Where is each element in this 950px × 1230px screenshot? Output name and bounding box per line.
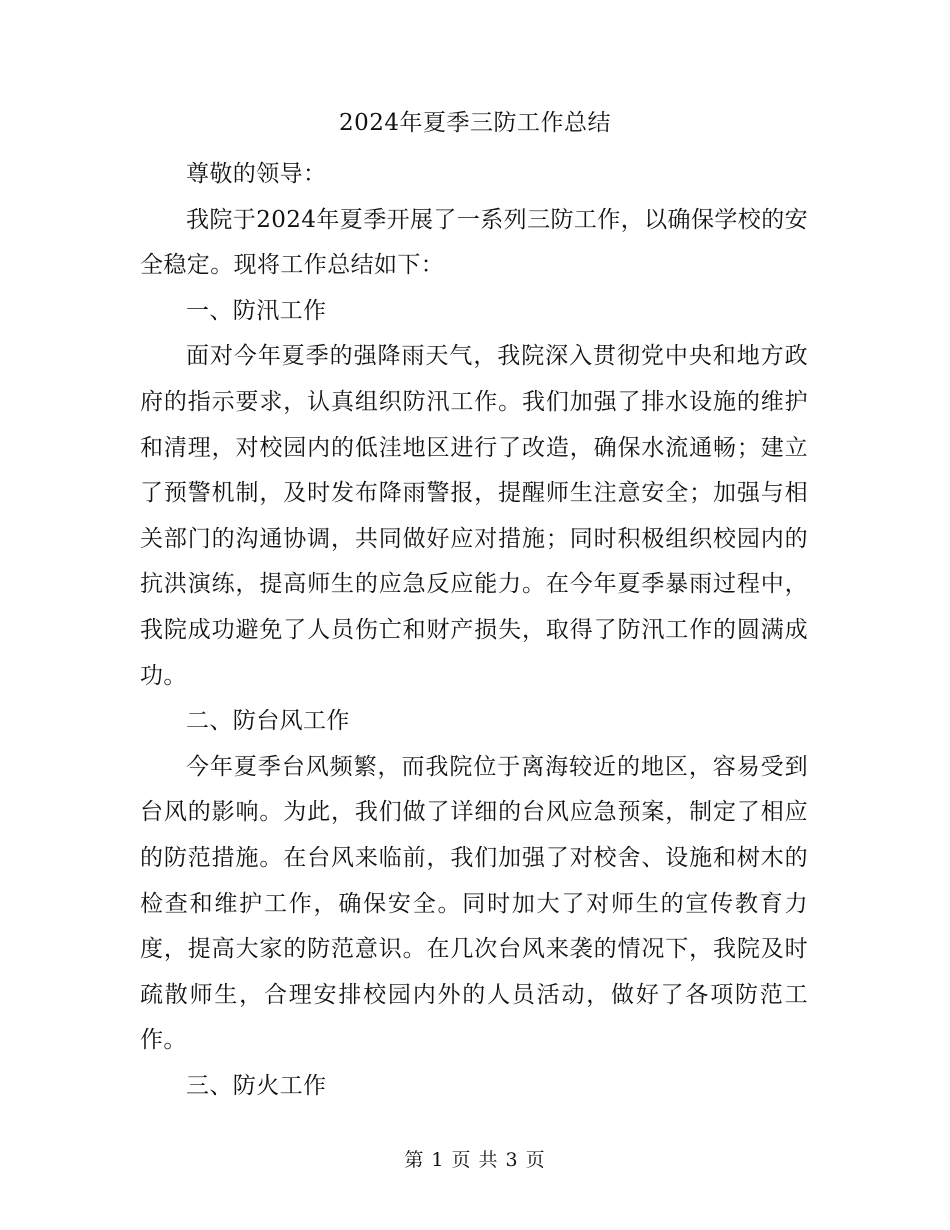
- salutation: 尊敬的领导：: [186, 161, 327, 187]
- document-body: [140, 152, 808, 1109]
- page-footer: 第 1 页 共 3 页: [404, 1149, 546, 1171]
- section-heading-flood: 一、防汛工作: [186, 297, 327, 324]
- section-heading-fire: 三、防火工作: [186, 1072, 327, 1099]
- typhoon-paragraph: 今年夏季台风频繁，而我院位于离海较近的地区，容易受到台风的影响。为此，我们做了详细的台风应急预案，制定了相应的防范措施。在台风来临前，我们加强了对校舍、设施和树木的检查和维护工作，确保安全。同时加大了对师生的宣传教育力度，提高大家的防范意识。在几次台风来袭的情况下，我院及时疏散师生，合理安排校园内外的人员活动，做好了各项防范工作。: [140, 753, 808, 1054]
- flood-paragraph: 面对今年夏季的强降雨天气，我院深入贯彻党中央和地方政府的指示要求，认真组织防汛工作。我们加强了排水设施的维护和清理，对校园内的低洼地区进行了改造，确保水流通畅；建立了预警机制，及时发布降雨警报，提醒师生注意安全；加强与相关部门的沟通协调，共同做好应对措施；同时积极组织校园内的抗洪演练，提高师生的应急反应能力。在今年夏季暴雨过程中，我院成功避免了人员伤亡和财产损失，取得了防汛工作的圆满成功。: [140, 343, 808, 689]
- document-title: 2024年夏季三防工作总结: [338, 110, 612, 136]
- intro-paragraph: 我院于2024年夏季开展了一系列三防工作，以确保学校的安全稳定。现将工作总结如下：: [140, 206, 808, 279]
- section-heading-typhoon: 二、防台风工作: [186, 708, 350, 735]
